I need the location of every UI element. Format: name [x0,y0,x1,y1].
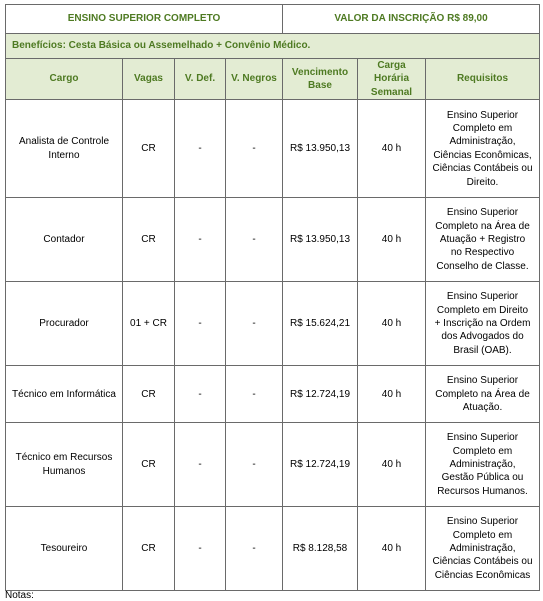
job-table [5,4,540,591]
notes-label: Notas: [5,590,34,601]
cell-carga: 40 h [358,507,426,591]
cell-vencimento: R$ 15.624,21 [283,282,358,366]
req-line: Atuação. [462,401,503,413]
cell-requisitos [426,423,540,507]
req-line: Completo em [452,445,513,457]
req-line: Completo na Área de [435,220,530,232]
level-label: ENSINO SUPERIOR COMPLETO [6,5,283,34]
cell-vnegros: - [226,282,283,366]
col-vnegros: V. Negros [226,59,283,100]
table-row [6,507,540,591]
cell-requisitos [426,198,540,282]
column-header-row [6,59,540,100]
col-carga [358,59,426,100]
col-requisitos: Requisitos [426,59,540,100]
req-line: Ensino Superior [446,432,519,444]
req-line: dos Advogados do [441,331,524,343]
cell-carga: 40 h [358,100,426,198]
cell-requisitos [426,507,540,591]
req-line: Completo em [452,529,513,541]
req-line: Brasil (OAB). [453,344,512,356]
cell-cargo: Tesoureiro [6,507,123,591]
col-venc-line: Base [308,80,332,92]
req-line: Ensino Superior [446,207,519,219]
table-row [6,366,540,423]
cell-carga: 40 h [358,282,426,366]
req-line: Ciências Contábeis ou [432,556,533,568]
cell-vencimento: R$ 13.950,13 [283,100,358,198]
cell-vagas: CR [123,366,175,423]
req-line: Ciências Econômicas, [433,149,532,161]
cell-vagas: CR [123,423,175,507]
col-vdef: V. Def. [175,59,226,100]
req-line: Gestão Pública ou [441,472,524,484]
cell-cargo: Técnico em Informática [6,366,123,423]
req-line: Atuação + Registro [439,234,526,246]
req-line: Ensino Superior [446,109,519,121]
req-line: Recursos Humanos. [437,485,528,497]
req-line: Ciências Contábeis ou [432,163,533,175]
req-line: Ensino Superior [446,291,519,303]
cell-vnegros: - [226,100,283,198]
table-row [6,100,540,198]
cell-vdef: - [175,100,226,198]
req-line: Administração, [449,543,516,555]
req-line: Administração, [449,136,516,148]
cell-vdef: - [175,282,226,366]
col-carga-line: Carga [377,60,406,71]
benefits-text: Benefícios: Cesta Básica ou Assemelhado + Convênio Médico. [6,34,540,59]
req-line: Ciências Econômicas [434,569,531,581]
cell-vnegros: - [226,366,283,423]
col-venc-line: Vencimento [291,66,349,78]
req-line: + Inscrição na Ordem [434,318,531,330]
benefits-row [6,34,540,59]
table-row [6,198,540,282]
cell-vagas: 01 + CR [123,282,175,366]
fee-label: VALOR DA INSCRIÇÃO R$ 89,00 [283,5,540,34]
table-row [6,282,540,366]
col-vagas: Vagas [123,59,175,100]
cell-vdef: - [175,198,226,282]
cell-vencimento: R$ 12.724,19 [283,423,358,507]
cell-vencimento: R$ 8.128,58 [283,507,358,591]
cell-vagas: CR [123,100,175,198]
req-line: Conselho de Classe. [436,260,529,272]
cell-vnegros: - [226,198,283,282]
cell-vencimento: R$ 13.950,13 [283,198,358,282]
req-line: Direito. [466,176,499,188]
req-line: Completo em [452,122,513,134]
cell-vagas: CR [123,507,175,591]
col-cargo: Cargo [6,59,123,100]
cell-vdef: - [175,423,226,507]
req-line: Administração, [449,459,516,471]
req-line: Completo em Direito [436,304,529,316]
cell-requisitos [426,282,540,366]
cell-requisitos [426,366,540,423]
table-row [6,423,540,507]
cell-vdef: - [175,507,226,591]
cell-carga: 40 h [358,366,426,423]
req-line: no Respectivo [450,247,515,259]
req-line: Ensino Superior [446,516,519,528]
req-line: Ensino Superior [446,375,519,387]
col-vencimento [283,59,358,100]
col-carga-line: Horária [373,73,409,85]
cell-vagas: CR [123,198,175,282]
cell-carga: 40 h [358,423,426,507]
cell-vnegros: - [226,423,283,507]
col-carga-line: Semanal [370,86,413,98]
job-table-container [5,4,539,591]
cell-vdef: - [175,366,226,423]
cell-requisitos [426,100,540,198]
cell-cargo: Contador [6,198,123,282]
level-header-row [6,5,540,34]
cell-cargo: Técnico em Recursos Humanos [6,423,123,507]
cell-carga: 40 h [358,198,426,282]
cell-vencimento: R$ 12.724,19 [283,366,358,423]
req-line: Completo na Área de [435,388,530,400]
cell-vnegros: - [226,507,283,591]
cell-cargo: Procurador [6,282,123,366]
cell-cargo: Analista de Controle Interno [6,100,123,198]
